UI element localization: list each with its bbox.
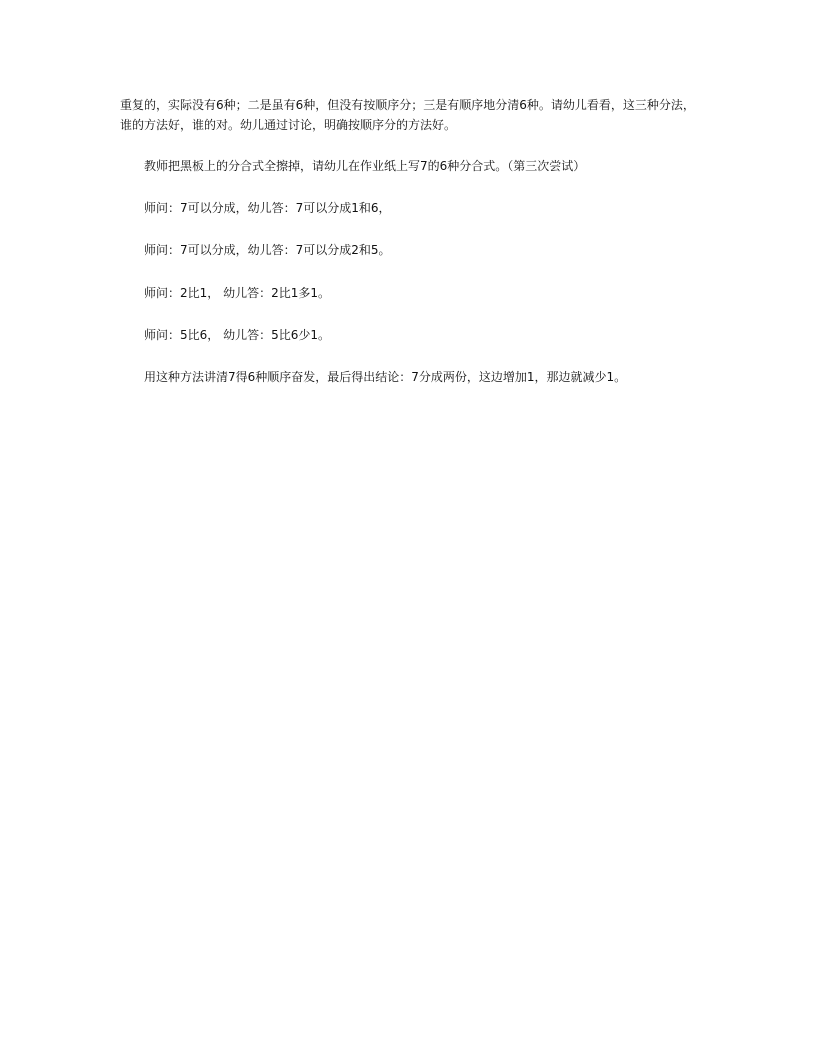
paragraph-7: 用这种方法讲清7得6种顺序奋发，最后得出结论：7分成两份，这边增加1，那边就减少1。: [144, 370, 627, 384]
paragraph-1-line-1: 重复的，实际没有6种；二是虽有6种，但没有按顺序分；三是有顺序地分清6种。请幼儿看看，这三种分法，: [120, 98, 695, 112]
paragraph-1-line-2: 谁的方法好，谁的对。幼儿通过讨论，明确按顺序分的方法好。: [120, 118, 457, 132]
paragraph-2: 教师把黑板上的分合式全擦掉，请幼儿在作业纸上写7的6种分合式。（第三次尝试）: [144, 159, 586, 173]
paragraph-4: 师问：7可以分成，幼儿答：7可以分成2和5。: [144, 243, 391, 257]
paragraph-3: 师问：7可以分成，幼儿答：7可以分成1和6，: [144, 201, 391, 215]
paragraph-5: 师问：2比1， 幼儿答：2比1多1。: [144, 286, 330, 300]
document-body: [120, 96, 700, 384]
paragraph-1: [120, 96, 700, 134]
paragraph-6: 师问：5比6， 幼儿答：5比6少1。: [144, 328, 330, 342]
